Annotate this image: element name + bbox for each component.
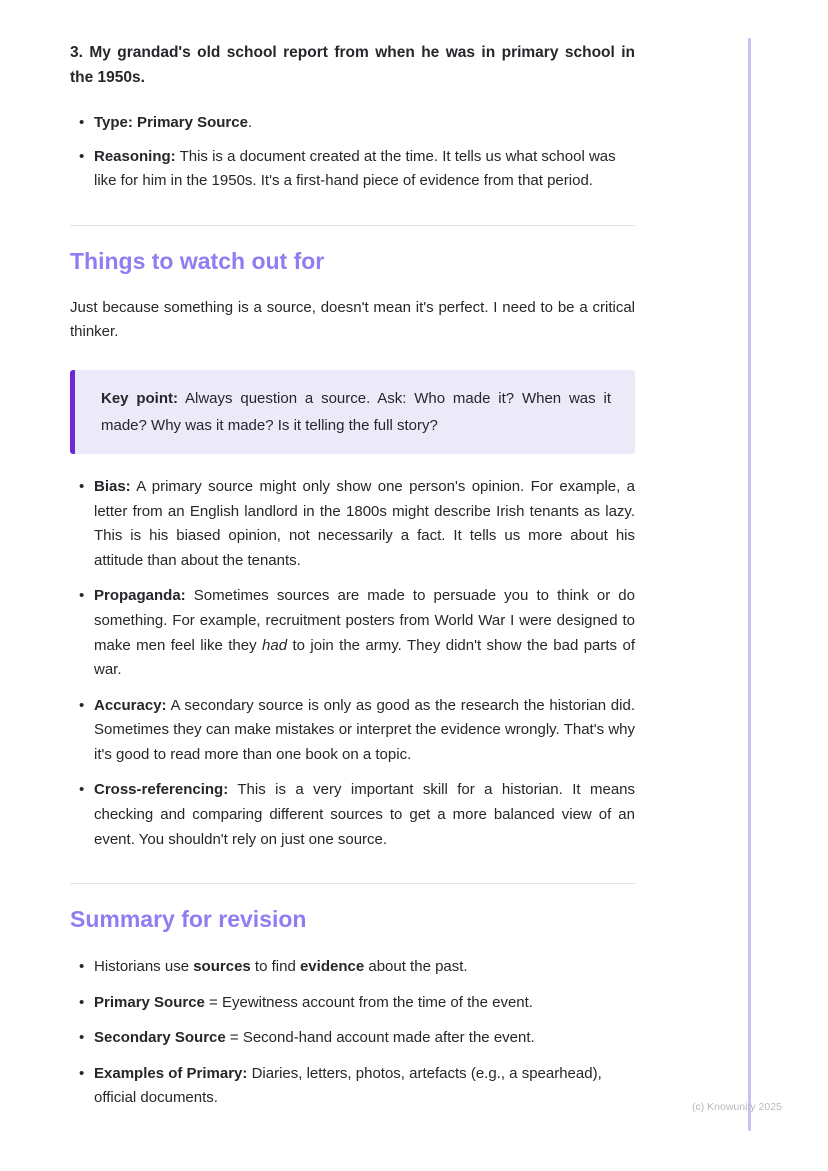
page-content [70,40,635,1122]
bullet-term: sources [193,958,251,975]
watermark: (c) Knowunity 2025 [692,1101,782,1113]
bullet-text: . [247,114,253,132]
key-point-label: Key point: [101,389,178,407]
summary-list [70,955,635,1111]
bullet-term: Secondary Source [94,1029,226,1047]
watch-out-intro: Just because something is a source, doesn't mean it's perfect. I need to be a critical thinker. [70,298,635,341]
bullet-term: Cross-referencing: [94,781,229,799]
list-item-type [94,111,635,136]
bullet-text: Historians use [94,958,194,975]
list-item-examples-primary [94,1062,635,1111]
list-item-accuracy [94,694,635,768]
bullet-term: evidence [299,958,365,975]
list-item-bias [94,475,635,573]
bullet-text: about the past. [364,958,468,975]
list-item-primary-source [94,991,635,1016]
bullet-text: A secondary source is only as good as the research the historian did. Sometimes they can make mistakes or interpret the evidence wrongly. That's why it's good to read more than one book on a topic. [94,696,635,763]
list-item-propaganda [94,584,635,682]
list-item-cross-referencing [94,778,635,852]
list-item-historians [94,955,635,980]
bullet-term: Reasoning: [94,147,176,165]
bullet-text: to join the army. They didn't show the bad parts of war. [94,636,635,679]
key-point-body: Always question a source. Ask: Who made it? When was it made? Why was it made? Is it telling the full story? [101,389,611,434]
bullet-text: = Second-hand account made after the event. [225,1029,535,1047]
list-item-reasoning [94,145,635,194]
key-point-text [101,385,611,439]
section-heading-summary: Summary for revision [70,906,307,933]
bullet-text: This is a document created at the time. It tells us what school was like for him in the 1950s. It's a first-hand piece of evidence from that period. [94,147,616,190]
bullet-text: A primary source might only show one person's opinion. For example, a letter from an English landlord in the 1800s might describe Irish tenants as lazy. This is his biased opinion, not necessarily a fact. It tells us more about his attitude than about the tenants. [94,477,635,569]
section-divider [70,883,635,884]
bullet-term: Bias: [94,477,131,495]
section-heading-watch-out: Things to watch out for [70,248,325,274]
bullet-term: Propaganda: [94,587,186,605]
key-point-callout [70,370,635,454]
bullet-italic-word: had [262,636,288,654]
section-divider [70,225,635,226]
bullet-term: Examples of Primary: [94,1064,248,1082]
bullet-text: This is a very important skill for a historian. It means checking and comparing different sources to get a more balanced view of an event. You shouldn't rely on just one source. [94,781,635,848]
question-3-list [70,111,635,194]
bullet-text: = Eyewitness account from the time of the event. [204,993,533,1011]
bullet-text: Diaries, letters, photos, artefacts (e.g., a spearhead), official documents. [94,1064,602,1107]
watch-out-list [70,475,635,852]
bullet-term: Type: Primary Source [94,114,248,132]
page-edge-line [748,38,751,1131]
bullet-text: Sometimes sources are made to persuade you to think or do something. For example, recruitment posters from World War I were designed to make men feel like they [94,587,635,654]
bullet-term: Primary Source [94,993,205,1011]
list-item-secondary-source [94,1026,635,1051]
bullet-text: to find [250,958,300,975]
bullet-term: Accuracy: [94,696,167,714]
question-3-heading: 3. My grandad's old school report from when he was in primary school in the 1950s. [70,44,635,87]
